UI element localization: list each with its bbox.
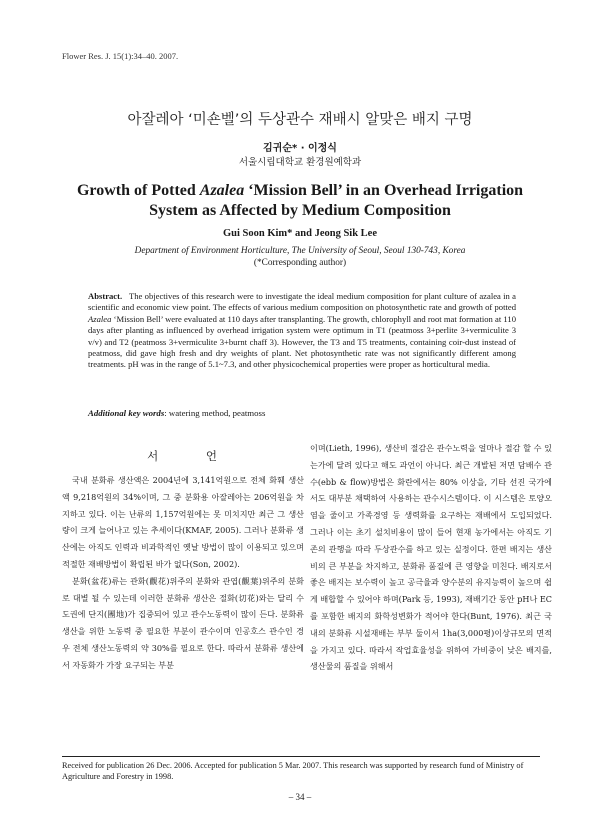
left-column [62,446,304,674]
english-title [50,181,550,221]
abstract-text: The objectives of this research were to investigate the ideal medium composition for plant culture of azalea in a scientific and economic view point. The effects of various medium composition on photosynthetic rate and growth of potted [88,291,516,313]
keywords-text: : watering method, peatmoss [164,408,266,418]
english-title-part: ‘Mission Bell’ in an Overhead Irrigation [244,182,524,199]
english-affiliation [0,245,600,269]
abstract-italic: Azalea [88,313,112,324]
footnote: Received for publication 26 Dec. 2006. Accepted for publication 5 Mar. 2007. This research was supported by research fund of Ministry of Agriculture and Forestry in 1998. [62,761,524,781]
journal-reference: Flower Res. J. 15(1):34–40. 2007. [62,51,179,61]
english-authors: Gui Soon Kim* and Jeong Sik Lee [222,228,378,239]
korean-affiliation: 서울시립대학교 환경원예학과 [238,157,362,168]
paragraph: 분화(盆花)류는 관화(觀花)위주의 분화와 관엽(觀葉)위주의 분화로 대별 될 수 있는데 이러한 분화류 생산은 절화(切花)와는 달리 수도권에 단지(團地)가 집중되어 있고 관수노동력이 많이 든다. 분화류 생산을 위한 노동력 중 필요한 부분이 관수이며 인공호스 관수인 경우 전체 생산노동력의 약 30%를 필요로 한다. 따라서 분화류 생산에서 자동화가 가장 요구되는 부분 [62,575,304,670]
department-line: Department of Environment Horticulture, The University of Seoul, Seoul 130-743, Korea [134,246,466,256]
abstract-text: ‘Mission Bell’ were evaluated at 110 days after transplanting. The growth, chlorophyll and root mat formation at 110 days after planting as influenced by overhead irrigation system were optimum in T1 (peatmoss 3+perlite 3+vermiculite 3 v/v) and T2 (peatmoss 3+vermiculite 3+burnt chaff 3). However, the T3 and T5 treatments, containing coir-dust instead of peatmoss, did gave high fresh and dry weights of plant. Net photosynthetic rate was not significantly different among treatments. pH was in the range of 5.1~7.3, and other physicochemical properties were proper as horticultural media. [88,313,516,370]
english-title-italic: Azalea [199,182,245,199]
corresponding-author-note: (*Corresponding author) [253,258,347,268]
right-column [310,440,552,675]
keywords [88,408,516,418]
korean-authors: 김귀순* · 이정식 [263,143,337,154]
keywords-label: Additional key words [88,408,165,418]
footnote-divider [62,756,540,757]
english-title-line2: System as Affected by Medium Composition [149,202,451,219]
english-title-part: Growth of Potted [76,182,200,199]
paragraph: 이며(Lieth, 1996), 생산비 절감은 관수노력을 얼마나 절감 할 수 있는가에 달려 있다고 해도 과언이 아니다. 최근 개발된 저면 담배수 관수(ebb & flow)방법은 화란에서는 80% 이상을, 기타 선진 국가에서도 대부분 채택하여 사용하는 관수시스템이다. 이 시스템은 토양오염을 줄이고 가족경영 등 생력화를 요구하는 재배에서 도입되었다. 그러나 이는 초기 설치비용이 많이 들어 현재 농가에서는 아직도 기존의 관행을 따라 두상관수를 하고 있는 실정이다. 한편 배지는 생산비의 큰 부분을 차지하고, 분화류 품질에 큰 영향을 미친다. 배지로서 좋은 배지는 보수력이 높고 공극율과 양수분의 유지능력이 높으며 쉽게 배합할 수 있어야 하며(Park 등, 1993), 재배기간 동안 pH나 EC를 포함한 배지의 화학성변화가 적어야 한다(Bunt, 1976). 최근 국내의 분화류 시설재배는 부부 둘이서 1ha(3,000평)이상규모의 면적을 가지고 있다. 따라서 작업효율성을 위하여 가비중이 낮은 배지를, 생산물의 품질을 위해서 [310,443,552,672]
section-heading: 서 언 [147,449,239,463]
korean-title: 아잘레아 ‘미숀벨’의 두상관수 재배시 알맞은 배지 구명 [127,112,473,128]
abstract [88,291,516,371]
paragraph: 국내 분화류 생산액은 2004년에 3,141억원으로 전체 화훼 생산액 9,218억원의 34%이며, 그 중 분화용 아잘레아는 206억원을 차지하고 있다. 이는 난류의 1,157억원에는 못 미치지만 최근 그 생산량이 크게 늘어나고 있는 추세이다(KMAF, 2005). 그러나 분화류 생산에는 아직도 인력과 비과학적인 옛날 방법이 많이 이용되고 있으며 적절한 재배방법이 확립된 바가 없다(Son, 2002). [62,475,304,569]
page-number: – 34 – [288,792,312,802]
abstract-label: Abstract. [88,291,123,301]
